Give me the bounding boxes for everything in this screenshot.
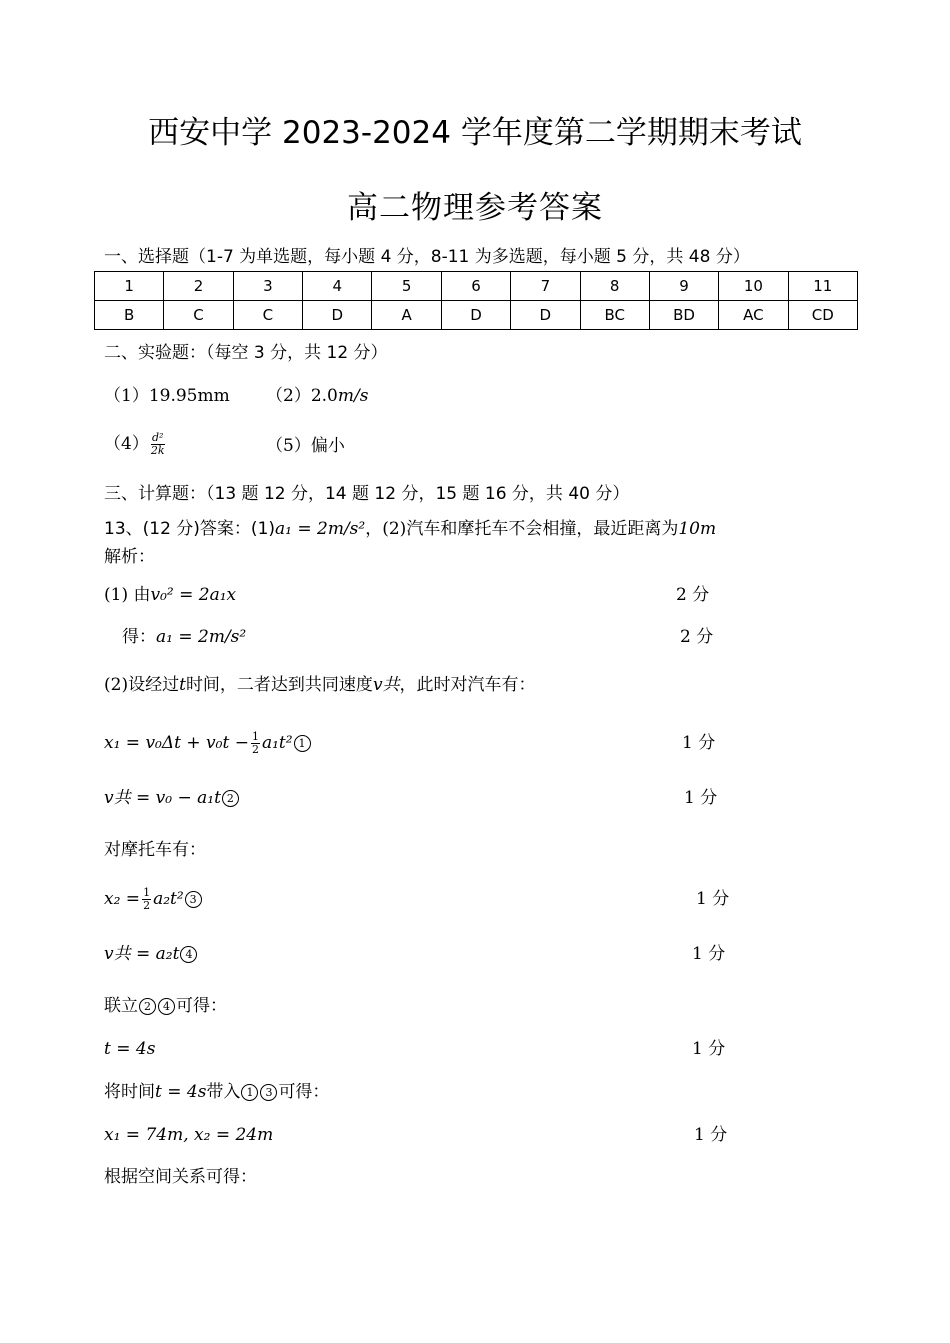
- score: 1 分: [692, 1039, 726, 1059]
- equation: v共 = v₀ − a₁t: [104, 788, 221, 808]
- circled-number: 1: [294, 735, 311, 752]
- section1-heading: 一、选择题（1-7 为单选题，每小题 4 分，8-11 为多选题，每小题 5 分，共 48 分）: [104, 247, 750, 267]
- exp-value: 2.0: [310, 386, 338, 406]
- score: 1 分: [684, 788, 718, 808]
- equation: t = 4s: [155, 1082, 207, 1102]
- table-cell: 6: [441, 272, 510, 301]
- circled-number: 2: [222, 790, 239, 807]
- circled-number: 3: [260, 1084, 277, 1101]
- equation: v₀² = 2a₁x: [150, 585, 237, 605]
- fraction-denominator: 2: [251, 743, 259, 756]
- substitute-line: [104, 1080, 329, 1104]
- equation: a₂t²: [153, 889, 184, 909]
- variable: v共: [372, 675, 400, 695]
- text: 带入: [206, 1082, 241, 1102]
- equation-2: [104, 786, 240, 810]
- exp-value: 19.95mm: [148, 386, 230, 406]
- exp-label: （4）: [104, 434, 149, 454]
- circled-number: 4: [158, 998, 175, 1015]
- circled-number: 4: [180, 946, 197, 963]
- circled-number: 2: [139, 998, 156, 1015]
- text: 可得：: [176, 996, 227, 1016]
- equation-5: [104, 1037, 155, 1061]
- analysis-label: 解析：: [104, 547, 155, 567]
- page-title: 西安中学 2023-2024 学年度第二学期期末考试: [148, 115, 802, 151]
- exp-answer-4: [104, 432, 167, 457]
- text: ，此时对汽车有：: [399, 675, 536, 695]
- table-cell: D: [441, 301, 510, 330]
- fraction-denominator: 2: [143, 899, 151, 912]
- step-prefix: (1) 由: [104, 585, 151, 605]
- space-relation-line: 根据空间关系可得：: [104, 1167, 257, 1187]
- answer-table: [94, 271, 858, 330]
- step-prefix: 得：: [122, 627, 156, 647]
- circled-number: 1: [241, 1084, 258, 1101]
- table-cell: C: [233, 301, 302, 330]
- table-row: [95, 301, 858, 330]
- exp-label: （1）: [104, 386, 149, 406]
- exp-label: （2）: [266, 386, 311, 406]
- variable: t: [179, 675, 186, 695]
- equation: a₁t²: [261, 733, 293, 753]
- exp-answer-5: [266, 434, 345, 458]
- step-3: [104, 673, 536, 697]
- exp-answer-1: [104, 384, 230, 408]
- score: 1 分: [694, 1125, 728, 1145]
- exp-value: 偏小: [310, 436, 345, 456]
- table-cell: BD: [649, 301, 718, 330]
- table-cell: 2: [164, 272, 233, 301]
- q13-answer2: 10m: [678, 519, 717, 539]
- q13-head: 13、(12 分)答案：(1): [104, 519, 276, 539]
- equation-4: [104, 942, 198, 966]
- fraction: [151, 432, 165, 457]
- combine-line: [104, 994, 227, 1018]
- score: 2 分: [676, 585, 710, 605]
- text: 可得：: [278, 1082, 330, 1102]
- exp-answer-2: [266, 384, 368, 408]
- table-row: [95, 272, 858, 301]
- exp-label: （5）: [266, 436, 311, 456]
- fraction-numerator: 1: [143, 886, 151, 899]
- circled-number: 3: [185, 891, 202, 908]
- q13-answer1: a₁ = 2m/s²: [275, 519, 366, 539]
- moto-label: 对摩托车有：: [104, 840, 206, 860]
- table-cell: 7: [511, 272, 580, 301]
- fraction-numerator: 1: [251, 730, 259, 743]
- table-cell: C: [164, 301, 233, 330]
- equation-3: [104, 887, 203, 912]
- table-cell: A: [372, 301, 441, 330]
- table-cell: 4: [303, 272, 372, 301]
- score: 2 分: [680, 627, 714, 647]
- text: 联立: [104, 996, 138, 1016]
- fraction: [142, 887, 151, 912]
- step-1: [104, 583, 236, 607]
- table-cell: B: [95, 301, 164, 330]
- table-cell: 8: [580, 272, 649, 301]
- exp-unit: m/s: [337, 386, 369, 406]
- fraction-denominator: 2k: [150, 444, 165, 457]
- table-cell: D: [303, 301, 372, 330]
- table-cell: BC: [580, 301, 649, 330]
- page-subtitle: 高二物理参考答案: [347, 190, 603, 226]
- step-2: [122, 625, 246, 649]
- section2-heading: 二、实验题：（每空 3 分，共 12 分）: [104, 343, 388, 363]
- fraction: [251, 731, 260, 756]
- equation: x₁ = 74m, x₂ = 24m: [104, 1125, 274, 1145]
- score: 1 分: [696, 889, 730, 909]
- text: 时间，二者达到共同速度: [185, 675, 373, 695]
- table-cell: CD: [788, 301, 857, 330]
- table-cell: 1: [95, 272, 164, 301]
- score: 1 分: [692, 944, 726, 964]
- text: 将时间: [104, 1082, 155, 1102]
- table-cell: 9: [649, 272, 718, 301]
- q13-mid: ，(2)汽车和摩托车不会相撞，最近距离为: [365, 519, 679, 539]
- table-cell: D: [511, 301, 580, 330]
- equation: t = 4s: [104, 1039, 156, 1059]
- fraction-numerator: d²: [151, 431, 164, 444]
- text: (2)设经过: [104, 675, 180, 695]
- score: 1 分: [682, 733, 716, 753]
- table-cell: 5: [372, 272, 441, 301]
- table-cell: AC: [719, 301, 788, 330]
- equation-6: [104, 1123, 273, 1147]
- q13-answer-line: [104, 517, 716, 541]
- equation: a₁ = 2m/s²: [156, 627, 247, 647]
- table-cell: 3: [233, 272, 302, 301]
- equation-1: [104, 731, 312, 756]
- equation: x₂ =: [104, 889, 141, 909]
- equation: x₁ = v₀Δt + v₀t −: [104, 733, 249, 753]
- table-cell: 10: [719, 272, 788, 301]
- table-cell: 11: [788, 272, 857, 301]
- equation: v共 = a₂t: [104, 944, 180, 964]
- section3-heading: 三、计算题：（13 题 12 分，14 题 12 分，15 题 16 分，共 40 分）: [104, 484, 630, 504]
